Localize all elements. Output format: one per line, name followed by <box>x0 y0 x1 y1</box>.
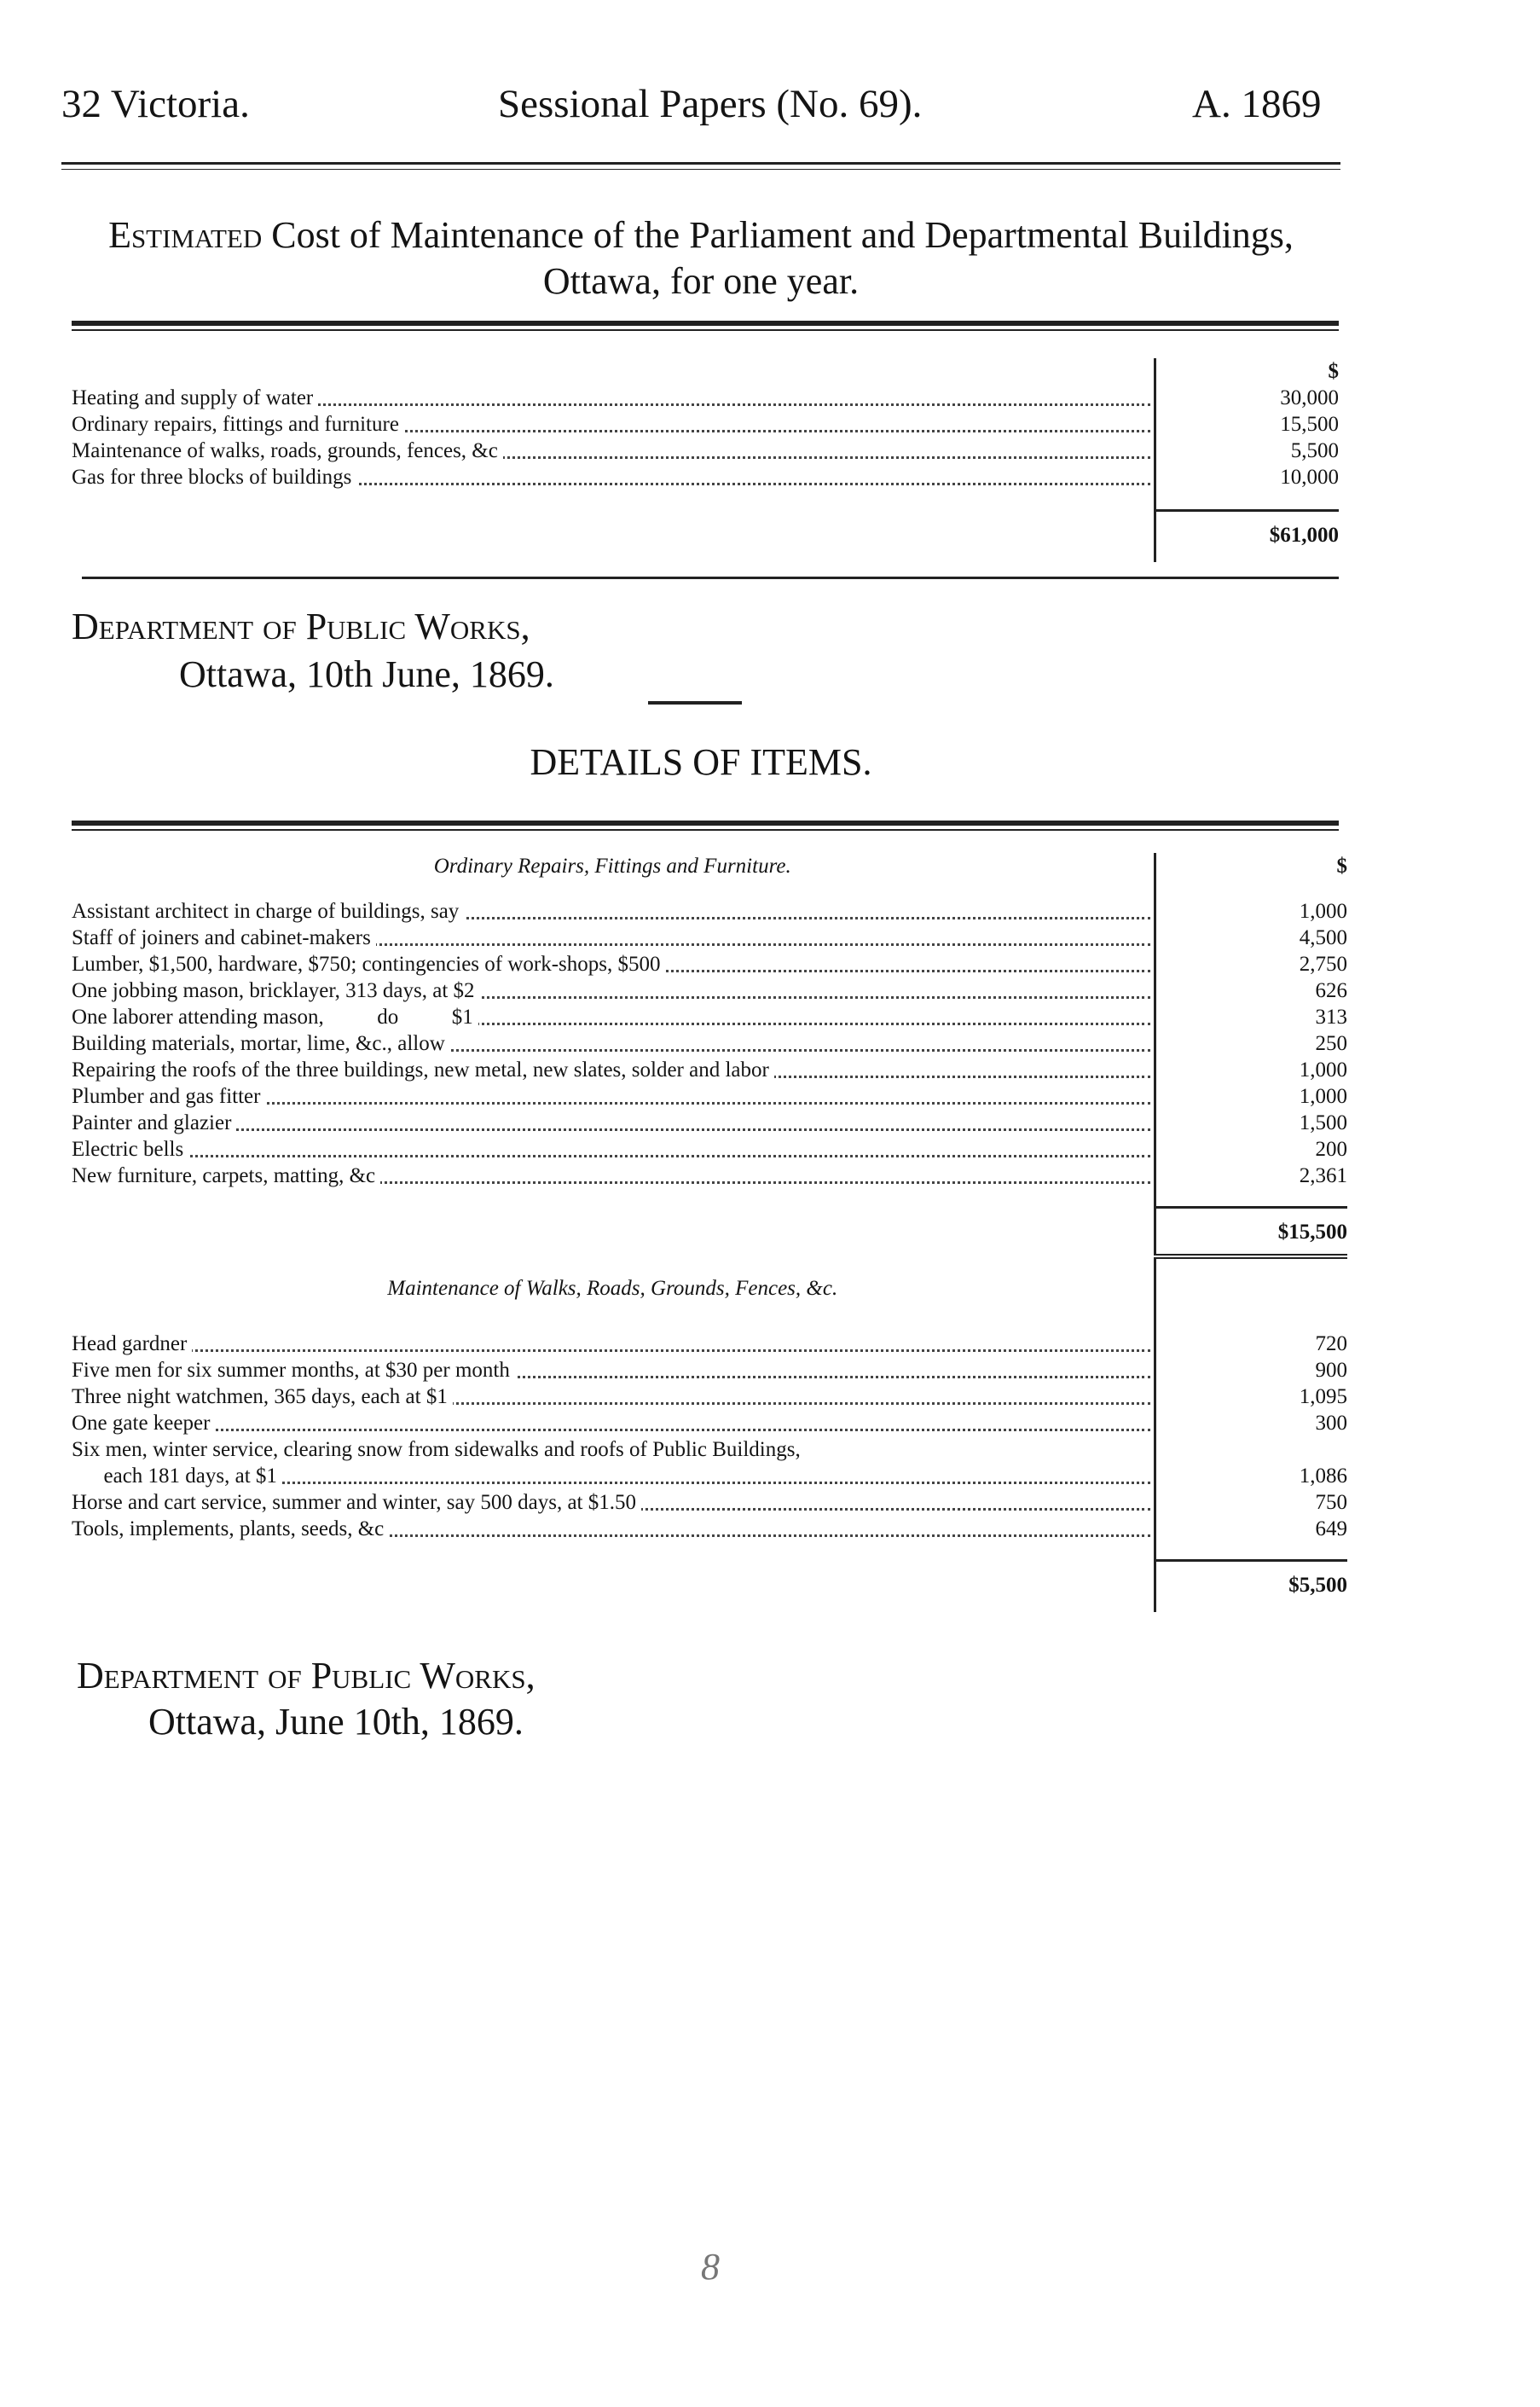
item-description: Lumber, $1,500, hardware, $750; contingencies of work-shops, $500 <box>72 953 666 976</box>
table-row <box>72 1383 1347 1410</box>
table-row <box>72 1083 1347 1110</box>
table-row <box>72 1331 1347 1357</box>
table-row <box>72 925 1347 951</box>
item-amount: 649 <box>1155 1516 1347 1542</box>
item-description: Plumber and gas fitter <box>72 1085 265 1108</box>
section-heading: Maintenance of Walks, Roads, Grounds, Fences, &c. <box>387 1277 838 1300</box>
table-row <box>72 1057 1347 1083</box>
details-top-rule-thin <box>72 829 1339 831</box>
place-date: Ottawa, June 10th, 1869. <box>148 1701 524 1743</box>
page-mark: 8 <box>701 2246 720 2288</box>
table-row <box>72 1436 1347 1463</box>
section-heading: Ordinary Repairs, Fittings and Furniture. <box>433 855 791 878</box>
item-amount <box>1155 1436 1347 1463</box>
place-date: Ottawa, 10th June, 1869. <box>179 653 554 695</box>
item-description: Head gardner <box>72 1332 192 1355</box>
table-row <box>72 1136 1347 1163</box>
item-amount: 313 <box>1155 1004 1347 1030</box>
estimate-item: Ordinary repairs, fittings and furniture <box>72 413 404 436</box>
item-description: Electric bells <box>72 1138 188 1161</box>
item-description: Three night watchmen, 365 days, each at $1 <box>72 1385 453 1408</box>
item-description: Building materials, mortar, lime, &c., allow <box>72 1032 450 1055</box>
table-row <box>72 951 1347 977</box>
item-amount: 900 <box>1155 1357 1347 1383</box>
table-row <box>72 898 1347 925</box>
title-rest: Cost of Maintenance of the Parliament and Departmental Buildings, <box>271 214 1294 256</box>
table-top-rule <box>72 321 1339 326</box>
item-amount: 1,000 <box>1155 1083 1347 1110</box>
estimate-item: Maintenance of walks, roads, grounds, fences, &c <box>72 439 503 462</box>
item-amount: 2,361 <box>1155 1163 1347 1189</box>
item-description: New furniture, carpets, matting, &c <box>72 1164 380 1187</box>
header-center: Sessional Papers (No. 69). <box>498 82 923 126</box>
table-row <box>72 1357 1347 1383</box>
item-description: Painter and glazier <box>72 1111 236 1134</box>
item-description: Horse and cart service, summer and winter, say 500 days, at $1.50 <box>72 1491 641 1514</box>
estimate-currency: $ <box>1155 358 1339 385</box>
item-description: One gate keeper <box>72 1412 215 1435</box>
document-title-line1 <box>61 212 1340 259</box>
table-bottom-rule <box>82 577 1339 579</box>
document-title-line2: Ottawa, for one year. <box>542 260 860 302</box>
estimate-amount: 10,000 <box>1155 464 1339 490</box>
item-amount: 200 <box>1155 1136 1347 1163</box>
item-amount: 1,500 <box>1155 1110 1347 1136</box>
table-row <box>72 385 1339 411</box>
details-heading: DETAILS OF ITEMS. <box>530 741 872 783</box>
table-row <box>72 1463 1347 1489</box>
table-row <box>72 1004 1347 1030</box>
item-amount: 4,500 <box>1155 925 1347 951</box>
estimate-table <box>72 358 1339 562</box>
estimate-item: Heating and supply of water <box>72 386 318 409</box>
section-total: $5,500 <box>1155 1561 1347 1613</box>
item-amount: 626 <box>1155 977 1347 1004</box>
item-description: One jobbing mason, bricklayer, 313 days, at $2 <box>72 979 480 1002</box>
table-top-rule-thin <box>72 329 1339 331</box>
estimate-item: Gas for three blocks of buildings <box>72 466 356 489</box>
item-amount: 1,000 <box>1155 1057 1347 1083</box>
item-description: Staff of joiners and cabinet-makers <box>72 926 376 949</box>
item-amount: 1,000 <box>1155 898 1347 925</box>
table-row <box>72 438 1339 464</box>
estimate-total: $61,000 <box>1155 511 1339 563</box>
details-table <box>72 853 1347 1612</box>
item-amount: 1,095 <box>1155 1383 1347 1410</box>
header-rule <box>61 162 1340 165</box>
item-description: Six men, winter service, clearing snow from sidewalks and roofs of Public Buildings, <box>72 1438 806 1461</box>
item-amount: 720 <box>1155 1331 1347 1357</box>
item-amount: 300 <box>1155 1410 1347 1436</box>
short-divider <box>648 701 742 705</box>
item-description: each 181 days, at $1 <box>72 1464 282 1488</box>
header-rule-thin <box>61 169 1340 170</box>
item-description: Repairing the roofs of the three buildings, new metal, new slates, solder and labor <box>72 1058 774 1082</box>
header-left: 32 Victoria. <box>61 82 250 126</box>
table-row <box>72 1489 1347 1516</box>
title-small-caps: Estimated <box>108 214 263 256</box>
table-row <box>72 1516 1347 1542</box>
header-right: A. 1869 <box>1192 82 1322 126</box>
item-amount: 1,086 <box>1155 1463 1347 1489</box>
item-description: Five men for six summer months, at $30 per month <box>72 1359 515 1382</box>
item-description: Tools, implements, plants, seeds, &c <box>72 1517 389 1540</box>
item-description: One laborer attending mason, do $1 <box>72 1006 478 1029</box>
estimate-amount: 30,000 <box>1155 385 1339 411</box>
item-amount: 2,750 <box>1155 951 1347 977</box>
table-row <box>72 411 1339 438</box>
item-amount: 750 <box>1155 1489 1347 1516</box>
department-name: Department of Public Works, <box>72 606 530 647</box>
estimate-amount: 15,500 <box>1155 411 1339 438</box>
table-row <box>72 977 1347 1004</box>
table-row <box>72 1030 1347 1057</box>
table-row <box>72 1110 1347 1136</box>
item-description: Assistant architect in charge of buildings, say <box>72 900 464 923</box>
estimate-amount: 5,500 <box>1155 438 1339 464</box>
table-row <box>72 464 1339 490</box>
details-currency: $ <box>1155 853 1347 898</box>
department-name: Department of Public Works, <box>77 1655 536 1696</box>
section-total: $15,500 <box>1155 1208 1347 1257</box>
table-row <box>72 1410 1347 1436</box>
item-amount: 250 <box>1155 1030 1347 1057</box>
table-row <box>72 1163 1347 1189</box>
details-top-rule <box>72 821 1339 826</box>
